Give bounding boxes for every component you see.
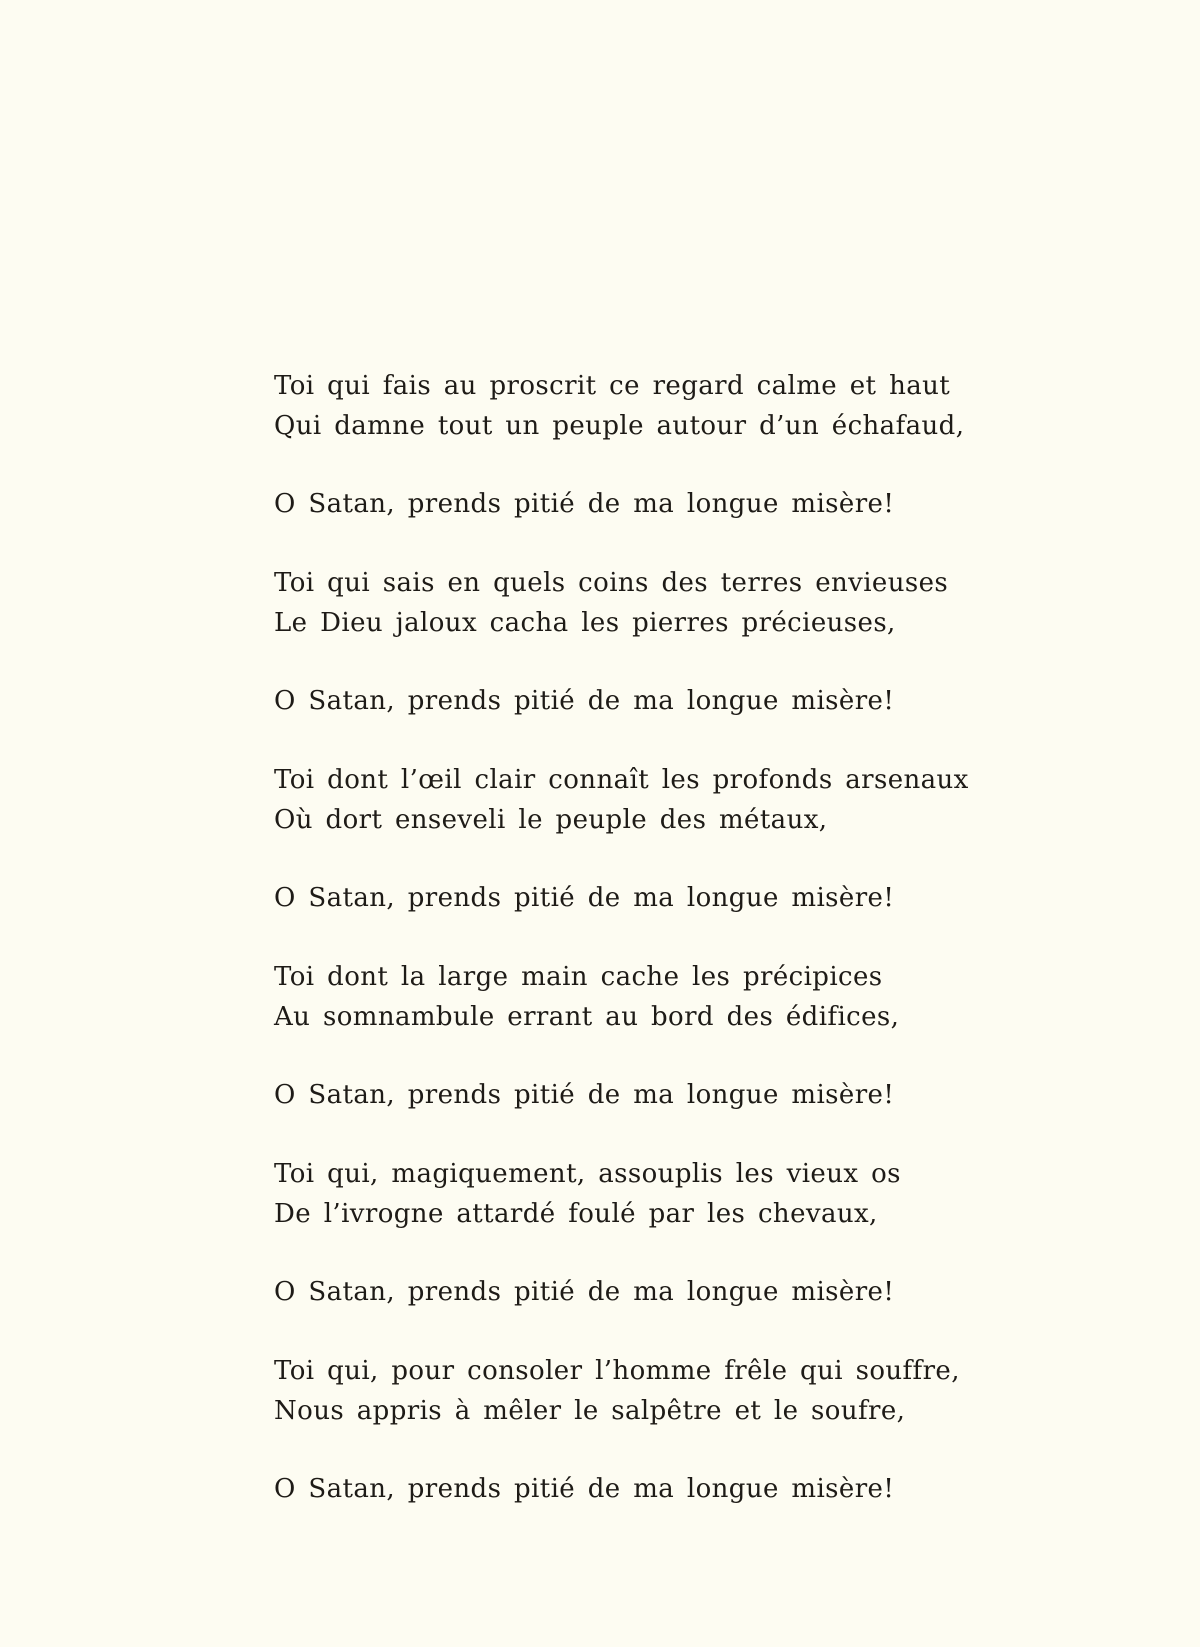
verse-line: Où dort enseveli le peuple des métaux, — [274, 805, 828, 835]
refrain-line: O Satan, prends pitié de ma longue misère! — [274, 686, 895, 716]
refrain-line: O Satan, prends pitié de ma longue misère! — [274, 883, 895, 913]
refrain-line: O Satan, prends pitié de ma longue misère! — [274, 1474, 895, 1504]
verse-line: Qui damne tout un peuple autour d’un échafaud, — [274, 411, 965, 441]
verse-line: De l’ivrogne attardé foulé par les chevaux, — [274, 1199, 878, 1229]
stanza-4 — [274, 957, 1074, 1115]
refrain-line: O Satan, prends pitié de ma longue misère! — [274, 489, 895, 519]
verse-line: Au somnambule errant au bord des édifices, — [274, 1002, 900, 1032]
verse-line: Toi dont la large main cache les précipices — [274, 962, 883, 992]
couplet — [274, 563, 1074, 643]
verse-line: Nous appris à mêler le salpêtre et le soufre, — [274, 1396, 906, 1426]
verse-line: Toi qui, magiquement, assouplis les vieux os — [274, 1159, 901, 1189]
stanza-6 — [274, 1351, 1074, 1509]
couplet — [274, 760, 1074, 840]
couplet — [274, 366, 1074, 446]
couplet — [274, 1154, 1074, 1234]
couplet — [274, 1351, 1074, 1431]
stanza-2 — [274, 563, 1074, 721]
verse-line: Toi qui fais au proscrit ce regard calme et haut — [274, 371, 951, 401]
verse-line: Toi dont l’œil clair connaît les profonds arsenaux — [274, 765, 969, 795]
verse-line: Toi qui, pour consoler l’homme frêle qui souffre, — [274, 1356, 960, 1386]
verse-line: Le Dieu jaloux cacha les pierres précieuses, — [274, 608, 896, 638]
stanza-3 — [274, 760, 1074, 918]
stanza-1 — [274, 366, 1074, 524]
poem-text — [274, 366, 1074, 1548]
couplet — [274, 957, 1074, 1037]
refrain-line: O Satan, prends pitié de ma longue misère! — [274, 1277, 895, 1307]
stanza-5 — [274, 1154, 1074, 1312]
refrain-line: O Satan, prends pitié de ma longue misère! — [274, 1080, 895, 1110]
verse-line: Toi qui sais en quels coins des terres envieuses — [274, 568, 949, 598]
